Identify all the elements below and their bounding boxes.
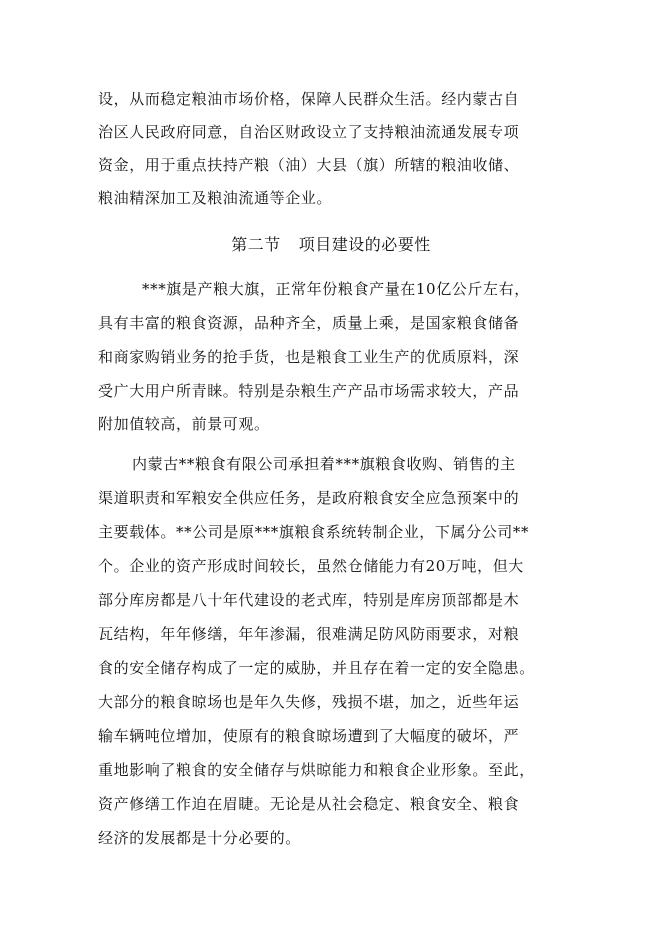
text-line: 输车辆吨位增加，使原有的粮食晾场遭到了大幅度的破坏，严 [98,727,520,745]
section-title: 项目建设的必要性 [298,235,431,254]
text-line: 治区人民政府同意，自治区财政设立了支持粮油流通发展专项 [98,123,520,141]
text-line: 瓦结构，年年修缮，年年渗漏，很难满足防风防雨要求，对粮 [98,625,520,643]
section-number: 第二节 [231,235,281,254]
text-line: ***旗是产粮大旗，正常年份粮食产量在10亿公斤左右， [142,280,530,298]
text-line: 附加值较高，前景可观。 [98,415,270,433]
text-line: 粮油精深加工及粮油流通等企业。 [98,189,333,207]
text-line: 主要载体。**公司是原***旗粮食系统转制企业，下属分公司** [98,523,530,541]
text-line: 资产修缮工作迫在眉睫。无论是从社会稳定、粮食安全、粮食 [98,795,520,813]
text-line: 具有丰富的粮食资源，品种齐全，质量上乘，是国家粮食储备 [98,314,520,332]
section-heading [0,234,662,256]
text-line: 和商家购销业务的抢手货，也是粮食工业生产的优质原料，深 [98,348,520,366]
text-line: 经济的发展都是十分必要的。 [98,829,301,847]
text-line: 大部分的粮食晾场也是年久失修，残损不堪，加之，近些年运 [98,693,520,711]
text-line: 部分库房都是八十年代建设的老式库，特别是库房顶部都是木 [98,591,520,609]
text-line: 重地影响了粮食的安全储存与烘晾能力和粮食企业形象。至此， [98,761,535,779]
text-line: 资金，用于重点扶持产粮（油）大县（旗）所辖的粮油收储、 [98,156,520,174]
text-line: 渠道职责和军粮安全供应任务，是政府粮食安全应急预案中的 [98,489,520,507]
text-line: 个。企业的资产形成时间较长，虽然仓储能力有20万吨，但大 [98,557,524,575]
text-line: 设，从而稳定粮油市场价格，保障人民群众生活。经内蒙古自 [98,90,520,108]
text-line: 内蒙古**粮食有限公司承担着***旗粮食收购、销售的主 [132,455,516,473]
text-line: 食的安全储存构成了一定的威胁，并且存在着一定的安全隐患。 [98,659,535,677]
text-line: 受广大用户所青睐。特别是杂粮生产产品市场需求较大，产品 [98,382,520,400]
